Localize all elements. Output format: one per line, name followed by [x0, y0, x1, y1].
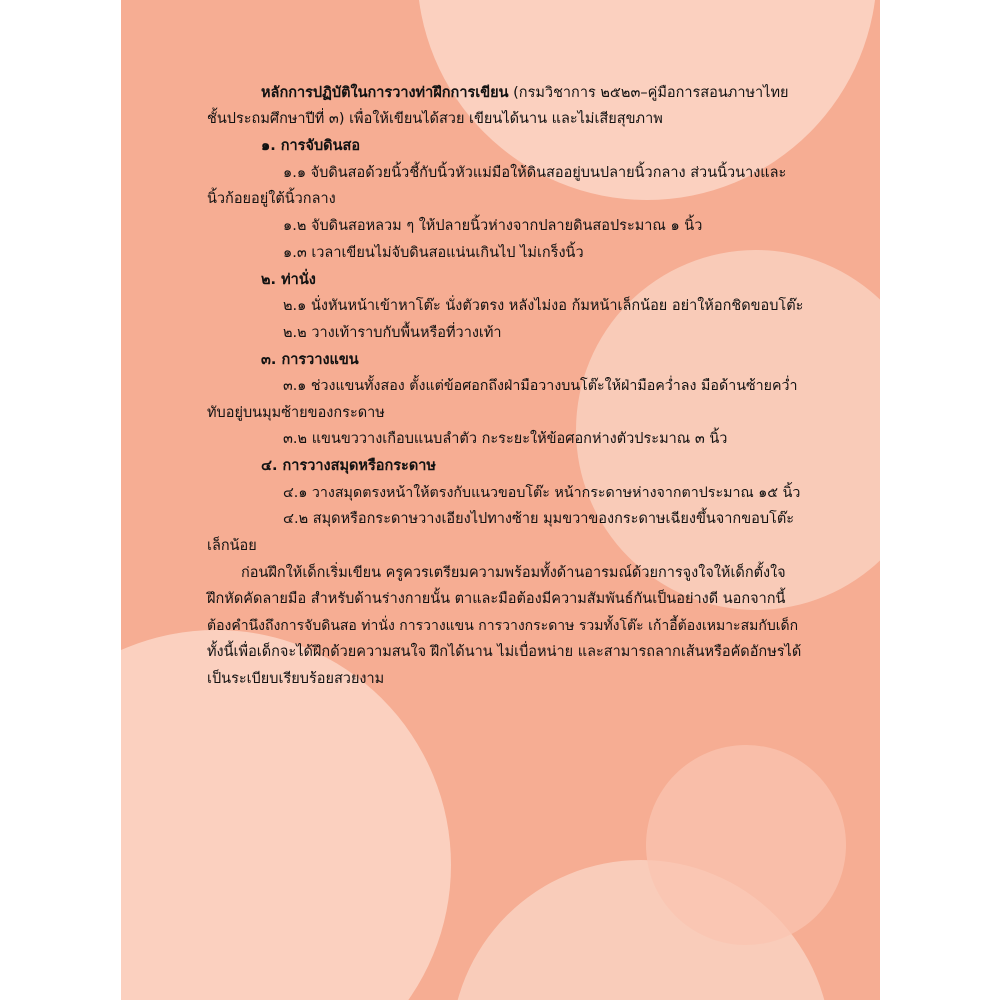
- paragraph-line: ทั้งนี้เพื่อเด็กจะได้ฝึกด้วยความสนใจ ฝึกได้นาน ไม่เบื่อหน่าย และสามารถลากเส้นหรือคัดอักษรได้: [207, 644, 802, 660]
- list-item-continuation: ทับอยู่บนมุมซ้ายของกระดาษ: [207, 405, 385, 421]
- list-item: ๔.๑ วางสมุดตรงหน้าให้ตรงกับแนวขอบโต๊ะ หน้ากระดาษห่างจากตาประมาณ ๑๕ นิ้ว: [283, 485, 801, 501]
- intro-citation: (กรมวิชาการ ๒๕๒๓–คู่มือการสอนภาษาไทย: [513, 85, 789, 101]
- intro-title: หลักการปฏิบัติในการวางท่าฝึกการเขียน: [261, 85, 509, 101]
- list-item: ๔.๒ สมุดหรือกระดาษวางเอียงไปทางซ้าย มุมขวาของกระดาษเฉียงขึ้นจากขอบโต๊ะ: [283, 511, 795, 527]
- intro-line-2: ชั้นประถมศึกษาปีที่ ๓) เพื่อให้เขียนได้สวย เขียนได้นาน และไม่เสียสุขภาพ: [207, 111, 663, 127]
- section-heading: ๓. การวางแขน: [261, 352, 359, 368]
- list-item-continuation: นิ้วก้อยอยู่ใต้นิ้วกลาง: [207, 191, 336, 207]
- list-item: ๓.๒ แขนขววางเกือบแนบลำตัว กะระยะให้ข้อศอกห่างตัวประมาณ ๓ นิ้ว: [283, 431, 728, 447]
- decorative-circle: [646, 745, 846, 945]
- section-heading: ๑. การจับดินสอ: [261, 138, 361, 154]
- list-item: ๑.๒ จับดินสอหลวม ๆ ให้ปลายนิ้วห่างจากปลายดินสอประมาณ ๑ นิ้ว: [283, 218, 703, 234]
- list-item: ๒.๒ วางเท้าราบกับพื้นหรือที่วางเท้า: [283, 325, 502, 341]
- paragraph-line: ฝึกหัดคัดลายมือ สำหรับด้านร่างกายนั้น ตาและมือต้องมีความสัมพันธ์กันเป็นอย่างดี นอกจากนี้: [207, 591, 786, 607]
- list-item: ๑.๑ จับดินสอด้วยนิ้วชี้กับนิ้วหัวแม่มือให้ดินสออยู่บนปลายนิ้วกลาง ส่วนนิ้วนางและ: [283, 165, 787, 181]
- list-item: ๓.๑ ช่วงแขนทั้งสอง ตั้งแต่ข้อศอกถึงฝ่ามือวางบนโต๊ะให้ฝ่ามือคว่ำลง มือด้านซ้ายคว่ำ: [283, 378, 798, 394]
- section-heading: ๔. การวางสมุดหรือกระดาษ: [261, 458, 436, 474]
- paragraph-line: เป็นระเบียบเรียบร้อยสวยงาม: [207, 671, 385, 687]
- paragraph-line: ก่อนฝึกให้เด็กเริ่มเขียน ครูควรเตรียมความพร้อมทั้งด้านอารมณ์ด้วยการจูงใจให้เด็กตั้งใจ: [241, 565, 786, 581]
- list-item: ๒.๑ นั่งหันหน้าเข้าหาโต๊ะ นั่งตัวตรง หลังไม่งอ ก้มหน้าเล็กน้อย อย่าให้อกชิดขอบโต๊ะ: [283, 298, 804, 314]
- document-page: [121, 0, 880, 1000]
- section-heading: ๒. ท่านั่ง: [261, 272, 316, 288]
- list-item: ๑.๓ เวลาเขียนไม่จับดินสอแน่นเกินไป ไม่เกร็งนิ้ว: [283, 245, 584, 261]
- intro-line-1: [261, 80, 789, 106]
- paragraph-line: ต้องคำนึงถึงการจับดินสอ ท่านั่ง การวางแขน การวางกระดาษ รวมทั้งโต๊ะ เก้าอี้ต้องเหมาะสมกับเด็ก: [207, 618, 799, 634]
- list-item-continuation: เล็กน้อย: [207, 538, 257, 554]
